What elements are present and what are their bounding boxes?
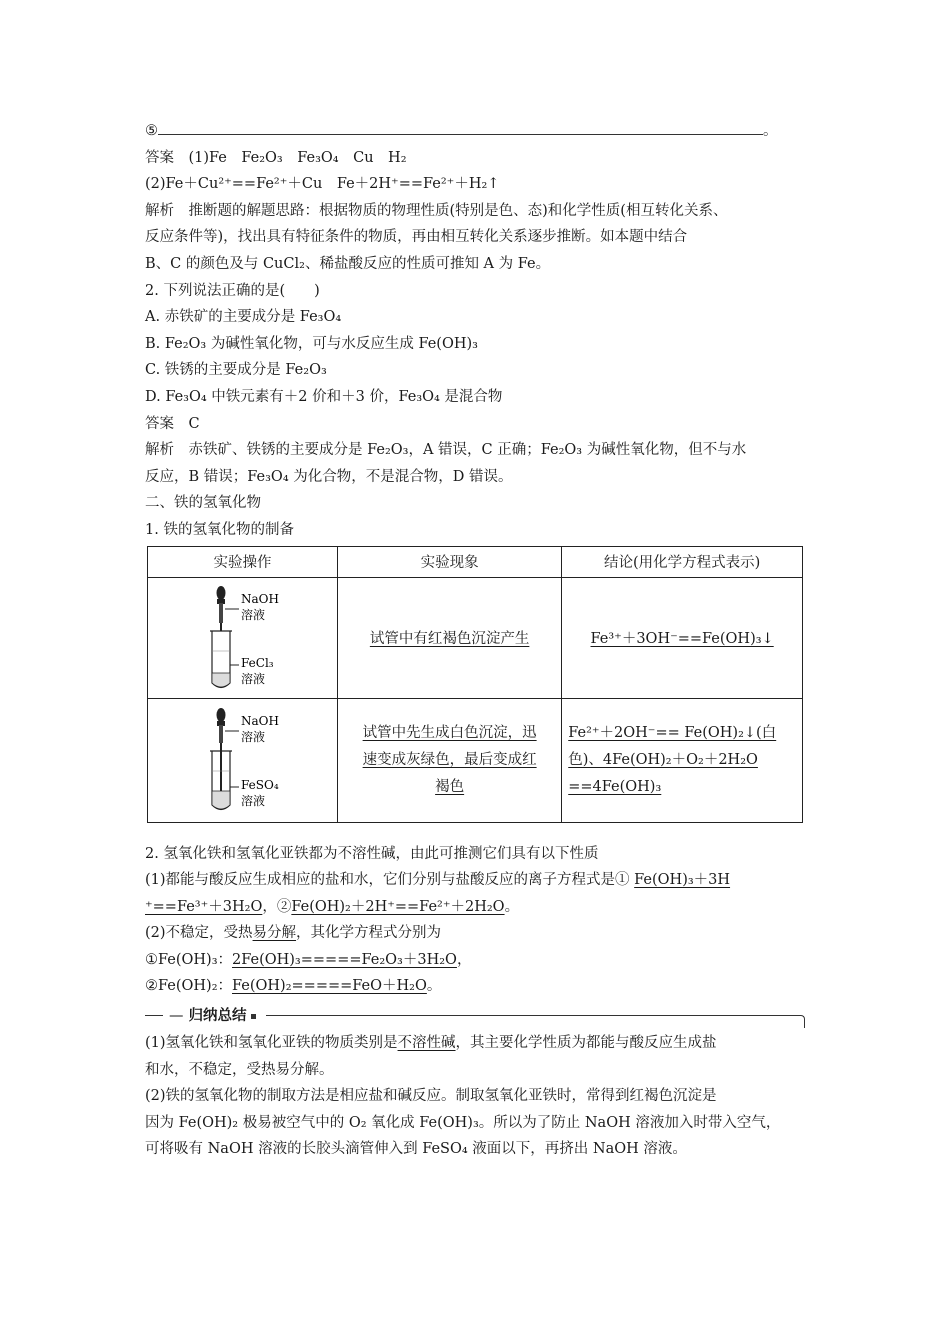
ionic-equation-1-cont: ⁺==Fe³⁺＋3H₂O xyxy=(145,898,263,915)
tube-label: FeCl₃ xyxy=(241,655,274,670)
analysis-2-line-2: 反应，B 错误；Fe₃O₄ 为化合物，不是混合物，D 错误。 xyxy=(145,468,513,485)
option-a: A. 赤铁矿的主要成分是 Fe₃O₄ xyxy=(145,309,342,326)
period: 。 xyxy=(504,898,520,915)
decomposition-fe-oh-3 xyxy=(145,947,807,974)
dropper-label: NaOH xyxy=(241,714,279,728)
answer-blank-line xyxy=(158,119,763,135)
long-dropper-and-tube-diagram xyxy=(149,701,336,819)
period: 。 xyxy=(763,123,778,139)
property-1-line-2 xyxy=(145,894,807,921)
table-row xyxy=(148,698,803,822)
equation-label: ②Fe(OH)₂： xyxy=(145,978,233,995)
ionic-equation-1: Fe(OH)₃＋3H xyxy=(634,872,731,889)
property-text: (2)不稳定，受热 xyxy=(145,925,253,942)
tube-label: FeSO₄ xyxy=(241,778,279,792)
subsection-2-heading: 2. 氢氧化铁和氢氧化亚铁都为不溶性碱，由此可推测它们具有以下性质 xyxy=(145,845,599,862)
dropper-label-2: 溶液 xyxy=(241,730,266,744)
analysis-1-line-1 xyxy=(145,198,807,225)
comma: ， xyxy=(456,951,472,968)
analysis-1-line-3: B、C 的颜色及与 CuCl₂、稀盐酸反应的性质可推知 A 为 Fe。 xyxy=(145,255,551,272)
summary-title-text: 归纳总结 xyxy=(188,1008,247,1025)
phenomenon-line: 褐色 xyxy=(435,778,465,795)
answer-2-text: C xyxy=(188,415,200,432)
option-d: D. Fe₃O₄ 中铁元素有＋2 价和＋3 价，Fe₃O₄ 是混合物 xyxy=(145,388,503,405)
dropper-label-2: 溶液 xyxy=(241,607,266,622)
conclusion-cell xyxy=(562,577,803,698)
analysis-label: 解析 xyxy=(145,442,174,459)
answer-1-text: (1)Fe Fe₂O₃ Fe₃O₄ Cu H₂ xyxy=(188,149,407,166)
conclusion-cell xyxy=(562,698,803,822)
apparatus-cell xyxy=(148,577,338,698)
apparatus-fecl3 xyxy=(149,579,336,697)
table-header: 结论(用化学方程式表示) xyxy=(562,546,803,577)
decomposition-equation: 2Fe(OH)₃=====Fe₂O₃＋3H₂O xyxy=(232,951,457,968)
property-text: ，其化学方程式分别为 xyxy=(296,925,442,942)
table-row xyxy=(148,577,803,698)
phenomenon-line: 试管中先生成白色沉淀，迅 xyxy=(362,724,537,741)
conclusion-line: 色)、4Fe(OH)₂＋O₂＋2H₂O xyxy=(568,751,758,768)
answer-1-line-2: (2)Fe＋Cu²⁺==Fe²⁺＋Cu Fe＋2H⁺==Fe²⁺＋H₂↑ xyxy=(145,176,500,193)
property-2 xyxy=(145,920,807,947)
document-page xyxy=(145,118,807,1163)
decomposition-fe-oh-2 xyxy=(145,973,807,1000)
analysis-text: 推断题的解题思路：根据物质的物理性质(特别是色、态)和化学性质(相互转化关系、 xyxy=(188,202,728,219)
summary-line-3: (2)铁的氢氧化物的制取方法是相应盐和碱反应。制取氢氧化亚铁时，常得到红褐色沉淀是 xyxy=(145,1088,717,1105)
phenomenon-cell xyxy=(338,577,562,698)
analysis-text: 赤铁矿、铁锈的主要成分是 Fe₂O₃，A 错误，C 正确；Fe₂O₃ 为碱性氧化物，但不与水 xyxy=(188,442,747,459)
answer-label: 答案 xyxy=(145,415,174,432)
option-b: B. Fe₂O₃ 为碱性氧化物，可与水反应生成 Fe(OH)₃ xyxy=(145,335,478,352)
bullet-icon xyxy=(251,1014,256,1019)
table-header: 实验现象 xyxy=(338,546,562,577)
property-text: (1)都能与酸反应生成相应的盐和水，它们分别与盐酸反应的离子方程式是① xyxy=(145,872,630,889)
phenomenon-line: 速变成灰绿色，最后变成红 xyxy=(362,751,537,768)
apparatus-cell xyxy=(148,698,338,822)
answer-label: 答案 xyxy=(145,149,174,166)
subsection-1-heading: 1. 铁的氢氧化物的制备 xyxy=(145,521,294,538)
summary-line-2: 和水，不稳定，受热易分解。 xyxy=(145,1061,334,1078)
blank-answer: 易分解 xyxy=(252,925,297,942)
question-5-blank xyxy=(145,118,807,145)
decomposition-equation: Fe(OH)₂=====FeO＋H₂O xyxy=(232,978,427,995)
summary-line-4: 因为 Fe(OH)₂ 极易被空气中的 O₂ 氧化成 Fe(OH)₃。所以为了防止 NaOH 溶液加入时带入空气， xyxy=(145,1114,781,1131)
property-1-line-1 xyxy=(145,867,807,894)
summary-line-1 xyxy=(145,1030,807,1057)
summary-text: ，其主要化学性质为都能与酸反应生成盐 xyxy=(455,1035,717,1052)
table-header: 实验操作 xyxy=(148,546,338,577)
period: 。 xyxy=(426,978,442,995)
blank-answer: 不溶性碱 xyxy=(397,1035,456,1052)
conclusion-line: Fe²⁺＋2OH⁻== Fe(OH)₂↓(白 xyxy=(568,724,777,741)
question-2-stem: 2. 下列说法正确的是( ) xyxy=(145,282,320,299)
phenomenon-cell xyxy=(338,698,562,822)
table-header-row xyxy=(148,546,803,577)
question-marker: ⑤ xyxy=(145,123,158,139)
tube-label-2: 溶液 xyxy=(241,671,266,686)
analysis-2-line-1 xyxy=(145,437,807,464)
experiment-table xyxy=(147,546,803,823)
conclusion-line: ==4Fe(OH)₃ xyxy=(568,778,662,795)
conclusion-equation: Fe³⁺＋3OH⁻==Fe(OH)₃↓ xyxy=(590,631,774,647)
option-c: C. 铁锈的主要成分是 Fe₂O₃ xyxy=(145,362,327,379)
section-heading: 二、铁的氢氧化物 xyxy=(145,495,261,512)
tube-label-2: 溶液 xyxy=(241,794,266,808)
answer-1 xyxy=(145,145,807,172)
equation-label: ①Fe(OH)₃： xyxy=(145,951,233,968)
summary-title: — 归纳总结 xyxy=(163,1006,266,1026)
summary-line-5: 可将吸有 NaOH 溶液的长胶头滴管伸入到 FeSO₄ 液面以下，再挤出 NaOH 溶液。 xyxy=(145,1141,687,1158)
summary-text: (1)氢氧化铁和氢氧化亚铁的物质类别是 xyxy=(145,1035,398,1052)
analysis-label: 解析 xyxy=(145,202,174,219)
summary-header xyxy=(145,1006,807,1030)
analysis-1-line-2: 反应条件等)，找出具有特征条件的物质，再由相互转化关系逐步推断。如本题中结合 xyxy=(145,229,688,246)
answer-2 xyxy=(145,411,807,438)
ionic-equation-2: Fe(OH)₂＋2H⁺==Fe²⁺＋2H₂O xyxy=(291,898,505,915)
phenomenon-text: 试管中有红褐色沉淀产生 xyxy=(369,631,530,647)
dropper-label: NaOH xyxy=(241,591,279,606)
dropper-and-tube-diagram xyxy=(149,579,336,697)
separator: ，② xyxy=(262,898,292,915)
apparatus-feso4 xyxy=(149,701,336,819)
